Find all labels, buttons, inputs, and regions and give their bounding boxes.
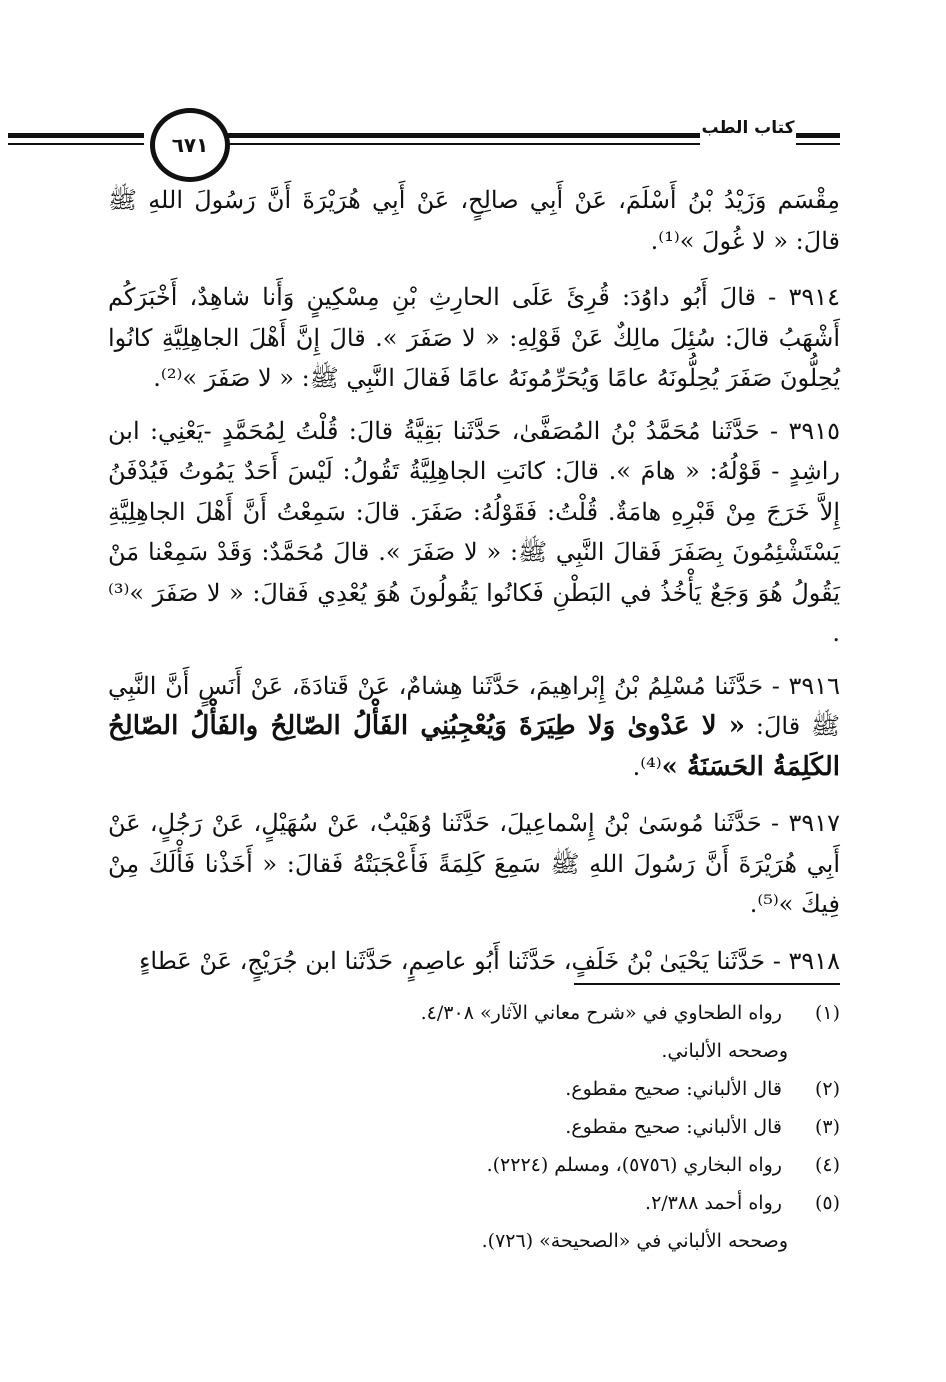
hadith-3916-ref: ⁽⁴⁾. <box>632 752 662 781</box>
footnote-continuation: وصححه الألباني. <box>661 1040 788 1062</box>
hadith-3914: ٣٩١٤ - قالَ أَبُو داوُدَ: قُرِئَ عَلَى الحارِثِ بْنِ مِسْكِينٍ وَأَنا شاهِدٌ، أَخْبَرَكُم أَشْهَبُ قالَ: سُئِلَ مالِكٌ عَنْ قَوْلِهِ: « لا صَفَرَ ». قالَ إِنَّ أَهْلَ الجاهِلِيَّةِ كانُوا يُحِلُّونَ صَفَرَ يُحِلُّونَهُ عامًا وَيُحَرِّمُونَهُ عامًا فَقالَ النَّبِي ﷺ: « لا صَفَرَ »⁽²⁾. <box>108 283 840 392</box>
footnote-continuation: وصححه الألباني في «الصحيحة» (٧٢٦). <box>481 1230 788 1252</box>
footnote-number: (٥) <box>814 1192 840 1214</box>
hadith-3916-intro: ٣٩١٦ - حَدَّثَنا مُسْلِمُ بْنُ إِبْراهِيمَ، حَدَّثَنا هِشامٌ، عَنْ قَتادَةَ، عَنْ أَنَسٍ أَنَّ النَّبِي ﷺ قالَ: <box>108 671 840 740</box>
hadith-3915: ٣٩١٥ - حَدَّثَنا مُحَمَّدُ بْنُ المُصَفَّىٰ، حَدَّثَنا بَقِيَّةُ قالَ: قُلْتُ لِمُحَمَّدٍ -يَعْنِي: ابن راشِدٍ - قَوْلُهُ: « هامَ ». قالَ: كانَتِ الجاهِلِيَّةُ تَقُولُ: لَيْسَ أَحَدٌ يَمُوتُ فَيُدْفَنُ إِلاَّ خَرَجَ مِنْ قَبْرِهِ هامَةٌ. قُلْتُ: فَقَوْلُهُ: صَفَرَ. قالَ: سَمِعْتُ أَنَّ أَهْلَ الجاهِلِيَّةِ يَسْتَشْئِمُونَ بِصَفَرَ فَقالَ النَّبِي ﷺ: « لا صَفَرَ ». قالَ مُحَمَّدٌ: وَقَدْ سَمِعْنا مَنْ يَقُولُ هُوَ وَجَعٌ يَأْخُذُ في البَطْنِ فَكانُوا يَقُولُونَ هُوَ يُعْدِي فَقالَ: « لا صَفَرَ »⁽³⁾ . <box>108 416 840 647</box>
header-rule-right <box>796 133 840 138</box>
footnote-4 <box>108 1146 840 1184</box>
header-rule-left <box>8 133 144 138</box>
header-rule-middle-thin <box>226 143 700 145</box>
hadith-3916-quote: « لا عَدْوىٰ وَلا طِيَرَةَ وَيُعْجِبُنِي الفَأْلُ الصّالِحُ والفَأْلُ الصّالِحُ الكَلِمَةُ الحَسَنَةُ » <box>108 711 840 782</box>
main-text <box>108 180 840 993</box>
hadith-3916 <box>108 666 840 788</box>
running-title: كتاب الطب <box>701 118 795 138</box>
header-rule-right-thin <box>796 143 840 145</box>
hadith-3917: ٣٩١٧ - حَدَّثَنا مُوسَىٰ بْنُ إِسْماعِيلَ، حَدَّثَنا وُهَيْبٌ، عَنْ سُهَيْلٍ، عَنْ رَجُلٍ، عَنْ أَبِي هُرَيْرَةَ أَنَّ رَسُولَ اللهِ ﷺ سَمِعَ كَلِمَةً فَأَعْجَبَتْهُ فَقالَ: « أَخَذْنا فَأْلَكَ مِنْ فِيكَ »⁽⁵⁾. <box>108 809 840 918</box>
footnote-number: (٣) <box>814 1116 840 1138</box>
header-rule-middle <box>226 133 700 138</box>
footnote-text: رواه أحمد ٢/٣٨٨. <box>645 1192 782 1214</box>
footnotes <box>108 994 840 1260</box>
footnote-text: قال الألباني: صحيح مقطوع. <box>565 1078 782 1100</box>
paragraph: مِقْسَم وَزَيْدُ بْنُ أَسْلَمَ، عَنْ أَبِي صالِحٍ، عَنْ أَبِي هُرَيْرَةَ أَنَّ رَسُولَ اللهِ ﷺ قالَ: « لا غُولَ »⁽¹⁾. <box>108 186 840 255</box>
footnote-number: (٢) <box>814 1078 840 1100</box>
footnote-3 <box>108 1108 840 1146</box>
footnote-2 <box>108 1070 840 1108</box>
footnote-separator <box>574 983 840 985</box>
footnote-text: قال الألباني: صحيح مقطوع. <box>565 1116 782 1138</box>
footnote-1 <box>108 994 840 1070</box>
page-number: ٦٧١ <box>171 133 209 157</box>
footnote-number: (٤) <box>814 1154 840 1176</box>
hadith-3918: ٣٩١٨ - حَدَّثَنا يَحْيَىٰ بْنُ خَلَفٍ، حَدَّثَنا أَبُو عاصِمٍ، حَدَّثَنا ابن جُرَيْجٍ، عَنْ عَطاءٍ <box>139 946 840 975</box>
footnote-text: رواه البخاري (٥٧٥٦)، ومسلم (٢٢٢٤). <box>486 1154 782 1176</box>
footnote-text: رواه الطحاوي في «شرح معاني الآثار» ٤/٣٠٨. <box>420 1002 782 1024</box>
footnote-number: (١) <box>814 1002 840 1024</box>
header-rule-left-thin <box>8 143 144 145</box>
page-number-badge <box>150 108 230 182</box>
footnote-5 <box>108 1184 840 1260</box>
